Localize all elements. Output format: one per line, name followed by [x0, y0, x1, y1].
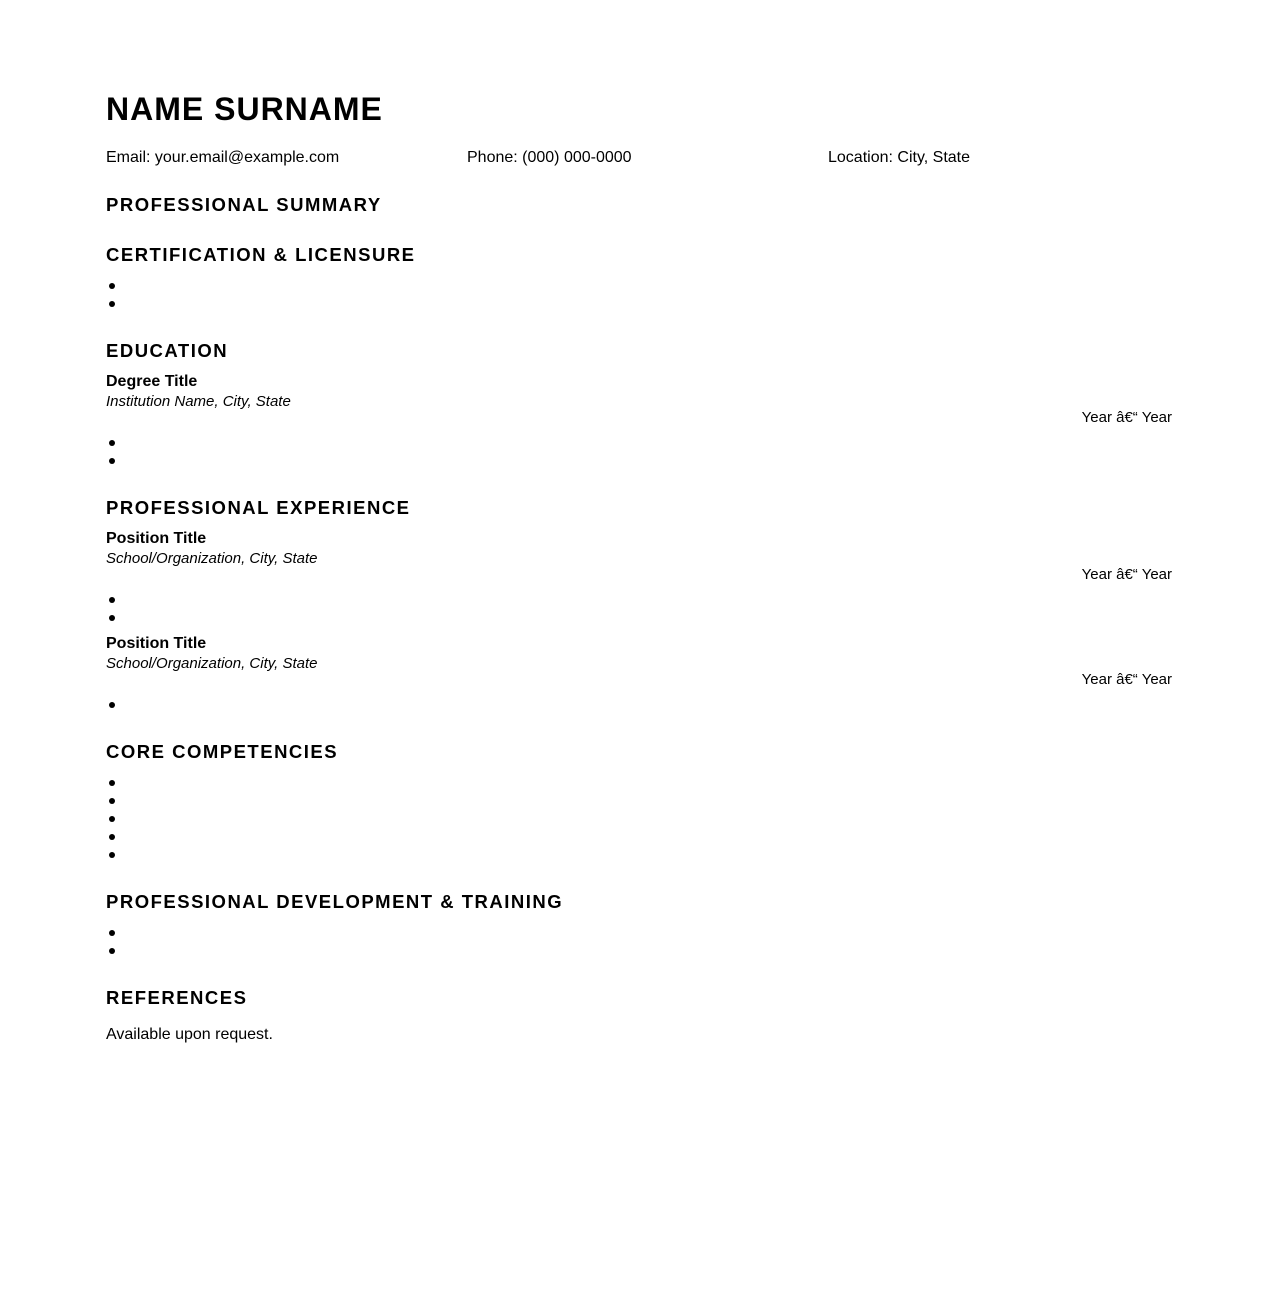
competency-bullet — [109, 816, 115, 822]
section-title-education: EDUCATION — [106, 340, 229, 361]
section-title-summary: PROFESSIONAL SUMMARY — [106, 194, 382, 215]
experience-organization: School/Organization, City, State — [106, 550, 318, 567]
contact-email: Email: your.email@example.com — [106, 149, 340, 166]
development-bullet — [109, 948, 115, 954]
development-bullet — [109, 930, 115, 936]
candidate-name: NAME SURNAME — [106, 91, 383, 127]
experience-bullet — [109, 597, 115, 603]
experience-dates: Year â€“ Year — [1081, 671, 1172, 688]
references-text: Available upon request. — [106, 1026, 273, 1043]
competency-bullet — [109, 780, 115, 786]
competency-bullet — [109, 798, 115, 804]
experience-bullet — [109, 615, 115, 621]
education-bullet — [109, 458, 115, 464]
section-title-experience: PROFESSIONAL EXPERIENCE — [106, 497, 411, 518]
section-title-development: PROFESSIONAL DEVELOPMENT & TRAINING — [106, 891, 564, 912]
experience-position-title: Position Title — [106, 635, 207, 652]
certification-bullet — [109, 301, 115, 307]
section-title-competencies: CORE COMPETENCIES — [106, 741, 339, 762]
section-title-certification: CERTIFICATION & LICENSURE — [106, 244, 416, 265]
experience-bullet — [109, 702, 115, 708]
certification-bullet — [109, 283, 115, 289]
contact-location: Location: City, State — [828, 149, 970, 166]
education-bullet — [109, 440, 115, 446]
experience-position-title: Position Title — [106, 530, 207, 547]
education-degree-title: Degree Title — [106, 373, 198, 390]
education-institution: Institution Name, City, State — [106, 393, 291, 410]
education-dates: Year â€“ Year — [1081, 409, 1172, 426]
competency-bullet — [109, 852, 115, 858]
competency-bullet — [109, 834, 115, 840]
experience-organization: School/Organization, City, State — [106, 655, 318, 672]
experience-dates: Year â€“ Year — [1081, 566, 1172, 583]
section-title-references: REFERENCES — [106, 987, 248, 1008]
contact-phone: Phone: (000) 000-0000 — [467, 149, 632, 166]
